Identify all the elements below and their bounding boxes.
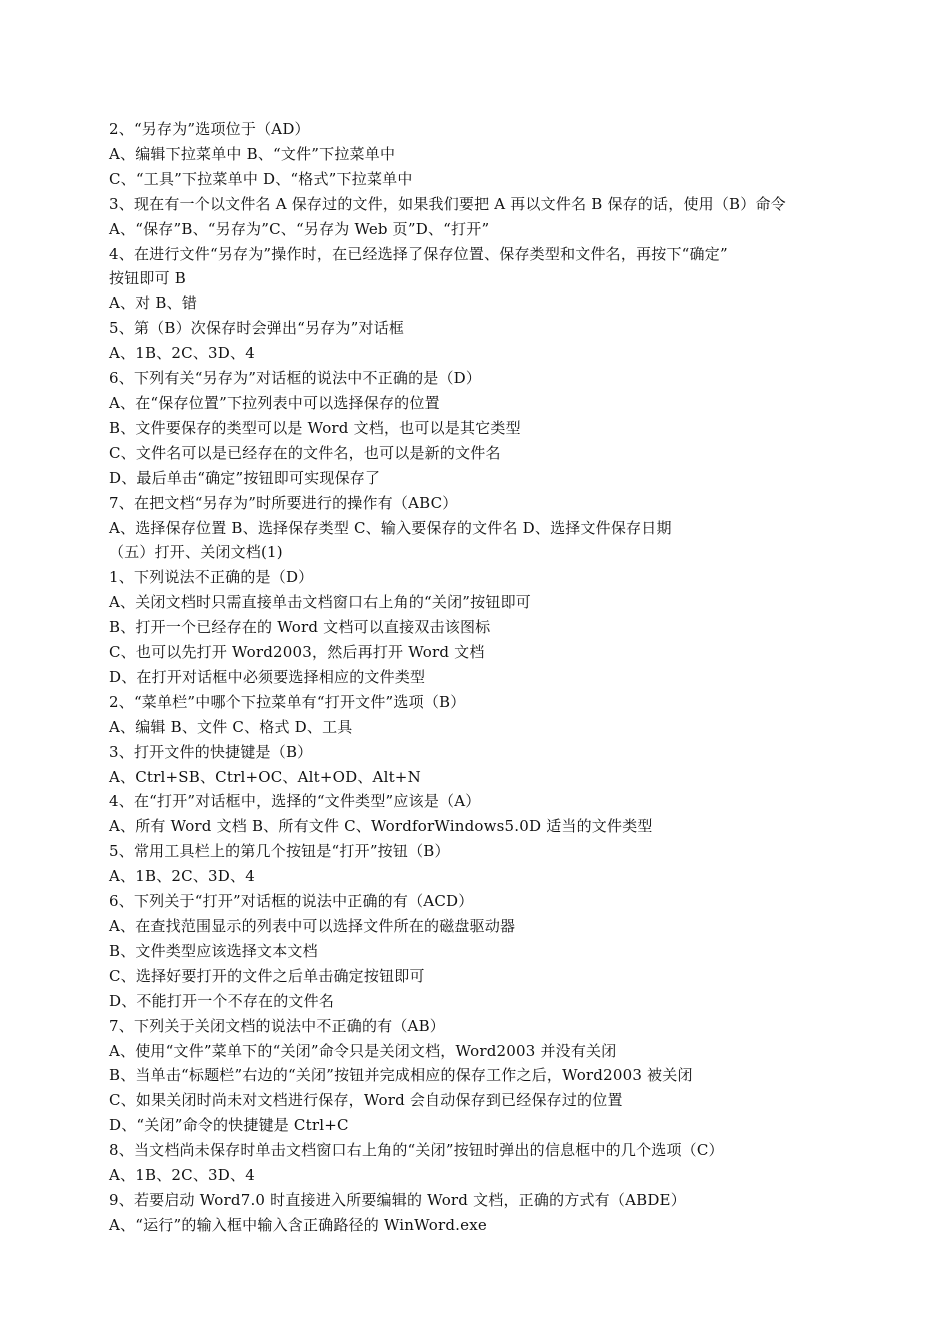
s2-question-7-option-d: D、“关闭”命令的快捷键是 Ctrl+C bbox=[109, 1116, 349, 1135]
s2-question-1-option-c: C、也可以先打开 Word2003，然后再打开 Word 文档 bbox=[109, 643, 485, 662]
question-7-options: A、选择保存位置 B、选择保存类型 C、输入要保存的文件名 D、选择文件保存日期 bbox=[109, 518, 672, 537]
s2-question-1-option-a: A、关闭文档时只需直接单击文档窗口右上角的“关闭”按钮即可 bbox=[109, 593, 531, 612]
question-5-options: A、1B、2C、3D、4 bbox=[109, 344, 255, 363]
s2-question-2-stem: 2、“菜单栏”中哪个下拉菜单有“打开文件”选项（B） bbox=[109, 692, 466, 711]
s2-question-7-option-a: A、使用“文件”菜单下的“关闭”命令只是关闭文档，Word2003 并没有关闭 bbox=[109, 1041, 617, 1060]
s2-question-6-option-d: D、不能打开一个不存在的文件名 bbox=[109, 991, 335, 1010]
s2-question-1-stem: 1、下列说法不正确的是（D） bbox=[109, 568, 314, 587]
s2-question-1-option-b: B、打开一个已经存在的 Word 文档可以直接双击该图标 bbox=[109, 618, 491, 637]
s2-question-5-options: A、1B、2C、3D、4 bbox=[109, 867, 255, 886]
document-page bbox=[109, 117, 829, 1238]
question-4-options: A、对 B、错 bbox=[109, 294, 198, 313]
question-7-stem: 7、在把文档“另存为”时所要进行的操作有（ABC） bbox=[109, 493, 458, 512]
question-2-options-ab: A、编辑下拉菜单中 B、“文件”下拉菜单中 bbox=[109, 144, 396, 163]
question-6-option-b: B、文件要保存的类型可以是 Word 文档，也可以是其它类型 bbox=[109, 418, 521, 437]
section-heading: （五）打开、关闭文档(1) bbox=[109, 543, 283, 562]
s2-question-1-option-d: D、在打开对话框中必须要选择相应的文件类型 bbox=[109, 667, 426, 686]
s2-question-5-stem: 5、常用工具栏上的第几个按钮是“打开”按钮（B） bbox=[109, 842, 450, 861]
s2-question-7-option-b: B、当单击“标题栏”右边的“关闭”按钮并完成相应的保存工作之后，Word2003 被关闭 bbox=[109, 1066, 693, 1085]
question-3-stem: 3、现在有一个以文件名 A 保存过的文件，如果我们要把 A 再以文件名 B 保存的话，使用（B）命令 bbox=[109, 194, 786, 213]
question-5-stem: 5、第（B）次保存时会弹出“另存为”对话框 bbox=[109, 319, 405, 338]
question-2-options-cd: C、“工具”下拉菜单中 D、“格式”下拉菜单中 bbox=[109, 169, 413, 188]
question-4-stem-cont: 按钮即可 B bbox=[109, 269, 186, 288]
s2-question-6-option-c: C、选择好要打开的文件之后单击确定按钮即可 bbox=[109, 966, 425, 985]
question-2-stem: 2、“另存为”选项位于（AD） bbox=[109, 120, 310, 138]
question-3-options: A、“保存”B、“另存为”C、“另存为 Web 页”D、“打开” bbox=[109, 219, 490, 238]
question-4-stem: 4、在进行文件“另存为”操作时，在已经选择了保存位置、保存类型和文件名，再按下“确定” bbox=[109, 244, 728, 263]
s2-question-7-option-c: C、如果关闭时尚未对文档进行保存，Word 会自动保存到已经保存过的位置 bbox=[109, 1091, 623, 1110]
s2-question-9-stem: 9、若要启动 Word7.0 时直接进入所要编辑的 Word 文档，正确的方式有（ABDE） bbox=[109, 1190, 686, 1209]
s2-question-6-option-a: A、在查找范围显示的列表中可以选择文件所在的磁盘驱动器 bbox=[109, 917, 516, 935]
s2-question-6-stem: 6、下列关于“打开”对话框的说法中正确的有（ACD） bbox=[109, 892, 474, 911]
s2-question-3-options: A、Ctrl+SB、Ctrl+OC、Alt+OD、Alt+N bbox=[109, 767, 421, 786]
question-6-option-d: D、最后单击“确定”按钮即可实现保存了 bbox=[109, 468, 381, 487]
s2-question-3-stem: 3、打开文件的快捷键是（B） bbox=[109, 742, 313, 761]
s2-question-6-option-b: B、文件类型应该选择文本文档 bbox=[109, 941, 318, 960]
s2-question-7-stem: 7、下列关于关闭文档的说法中不正确的有（AB） bbox=[109, 1016, 446, 1035]
question-6-stem: 6、下列有关“另存为”对话框的说法中不正确的是（D） bbox=[109, 369, 482, 388]
s2-question-9-option-a: A、“运行”的输入框中输入含正确路径的 WinWord.exe bbox=[109, 1215, 487, 1234]
s2-question-8-stem: 8、当文档尚未保存时单击文档窗口右上角的“关闭”按钮时弹出的信息框中的几个选项（C） bbox=[109, 1141, 724, 1160]
s2-question-4-stem: 4、在“打开”对话框中，选择的“文件类型”应该是（A） bbox=[109, 792, 481, 811]
s2-question-4-options: A、所有 Word 文档 B、所有文件 C、WordforWindows5.0D 适当的文件类型 bbox=[109, 817, 653, 836]
s2-question-8-options: A、1B、2C、3D、4 bbox=[109, 1166, 255, 1185]
question-6-option-c: C、文件名可以是已经存在的文件名，也可以是新的文件名 bbox=[109, 443, 501, 462]
s2-question-2-options: A、编辑 B、文件 C、格式 D、工具 bbox=[109, 717, 353, 736]
question-6-option-a: A、在“保存位置”下拉列表中可以选择保存的位置 bbox=[109, 393, 440, 412]
